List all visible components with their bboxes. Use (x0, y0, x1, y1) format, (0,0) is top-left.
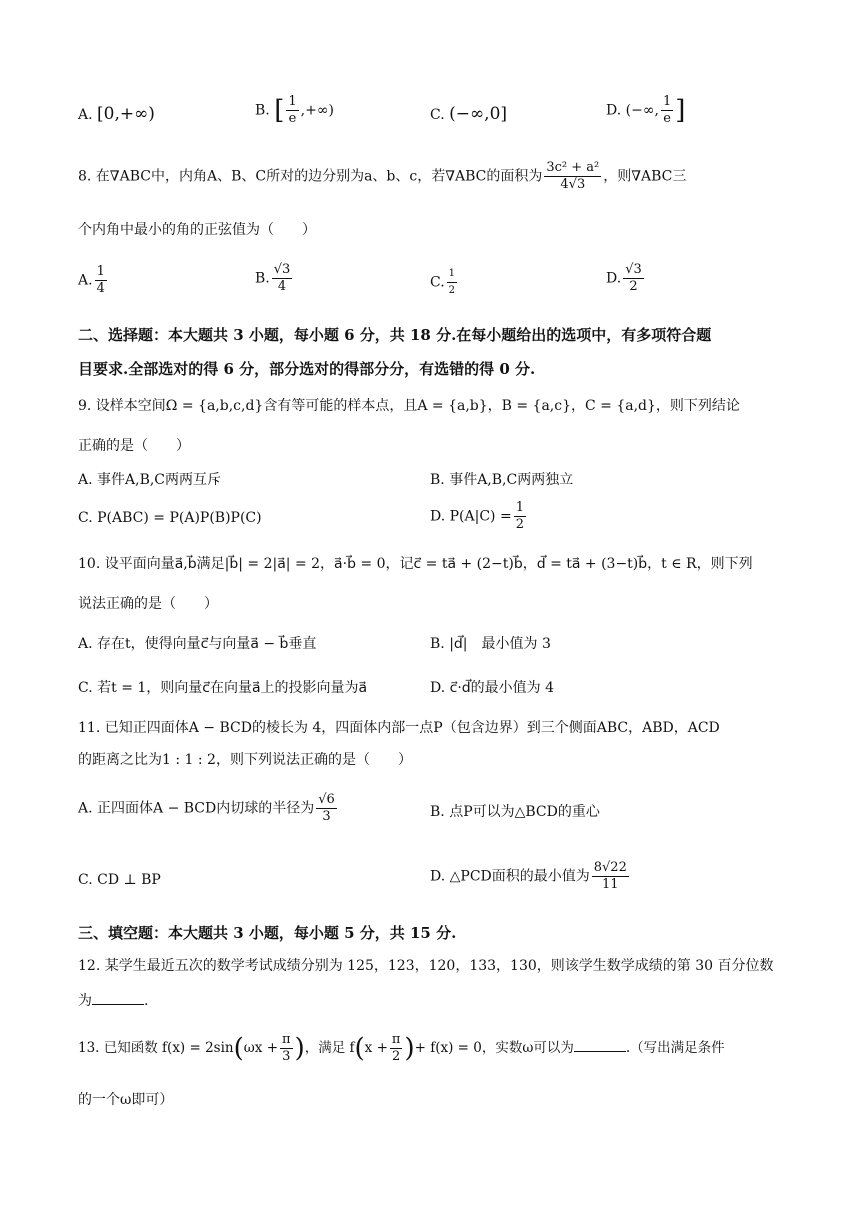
q8-option-d: D. $\frac{√3}{2}$ (606, 262, 642, 294)
q13-stem-line2: 的一个ω即可） (78, 1092, 174, 1108)
q11-option-d: D. △PCD面积的最小值为 $\frac{8√22}{11}$ (430, 860, 627, 892)
section-3-heading: 三、填空题：本大题共 3 小题，每小题 5 分，共 15 分. (78, 924, 457, 942)
q8-option-c: C. $\frac{1}{2}$ (430, 268, 456, 296)
q11-stem: 11. 已知正四面体A − BCD的棱长为 4，四面体内部一点P（包含边界）到三个侧面ABC，ABD，ACD (78, 720, 720, 736)
q11-stem-line2: 的距离之比为1 : 1 : 2，则下列说法正确的是（ ） (78, 752, 412, 768)
section-2-heading: 二、选择题：本大题共 3 小题，每小题 6 分，共 18 分.在每小题给出的选项中，有多项符合题 (78, 326, 712, 344)
q10-option-b: B. |d⃗| 最小值为 3 (430, 636, 551, 652)
q12-stem-line2: 为 . (78, 990, 148, 1011)
q7-option-b: B. [ $\frac{1}{e}$ ,+∞) (255, 94, 334, 126)
q9-option-d: D. P(A|C) = $\frac{1}{2}$ (430, 500, 524, 532)
q10-option-a: A. 存在t，使得向量c⃗与向量a⃗ − b⃗垂直 (78, 636, 317, 652)
q12-stem: 12. 某学生最近五次的数学考试成绩分别为 125，123，120，133，130，则该学生数学成绩的第 30 百分位数 (78, 958, 774, 974)
q11-option-a: A. 正四面体A − BCD内切球的半径为 $\frac{√6}{3}$ (78, 792, 335, 824)
q8-stem-line2: 个内角中最小的角的正弦值为（ ） (78, 222, 316, 238)
q13-stem: 13. 已知函数 f(x) = 2sin(ωx + $\frac{\pi}{3}$ )，满足 f(x + $\frac{\pi}{2}$ )+ f(x) = 0，实数ω可以为 .（写出满足条件 (78, 1032, 725, 1064)
q7-option-a: A. [0,+∞) (78, 104, 155, 124)
q8-option-b: B. $\frac{√3}{4}$ (255, 262, 291, 294)
q12-answer-blank[interactable] (92, 990, 144, 1005)
q10-stem: 10. 设平面向量a⃗,b⃗满足|b⃗| = 2|a⃗| = 2，a⃗·b⃗ = 0，记c⃗ = ta⃗ + (2−t)b⃗，d⃗ = ta⃗ + (3−t)b⃗，t ∈ R，则下列 (78, 556, 753, 572)
q9-option-a: A. 事件A,B,C两两互斥 (78, 472, 222, 488)
q10-option-c: C. 若t = 1，则向量c⃗在向量a⃗上的投影向量为a⃗ (78, 680, 368, 696)
q13-answer-blank[interactable] (574, 1037, 626, 1052)
q9-stem: 9. 设样本空间Ω = {a,b,c,d}含有等可能的样本点，且A = {a,b}，B = {a,c}，C = {a,d}，则下列结论 (78, 398, 740, 414)
q10-option-d: D. c⃗·d⃗的最小值为 4 (430, 680, 555, 696)
q9-stem-line2: 正确的是（ ） (78, 438, 190, 454)
q9-option-c: C. P(ABC) = P(A)P(B)P(C) (78, 510, 262, 526)
q7-option-d: D. (−∞, $\frac{1}{e}$ ] (606, 94, 686, 126)
q11-option-c: C. CD ⊥ BP (78, 872, 161, 888)
section-2-heading-line2: 目要求.全部选对的得 6 分，部分选对的得部分分，有选错的得 0 分. (78, 360, 536, 378)
q8-option-a: A. $\frac{1}{4}$ (78, 264, 105, 296)
q7-option-c: C. (−∞,0] (430, 104, 508, 124)
q11-option-b: B. 点P可以为△BCD的重心 (430, 804, 600, 820)
q8-stem: 8. 在∇ABC中，内角A、B、C所对的边分别为a、b、c，若∇ABC的面积为 $\frac{\text{3c² + a²}}{4√3}$ ，则∇ABC三 (78, 160, 687, 192)
q10-stem-line2: 说法正确的是（ ） (78, 596, 218, 612)
q9-option-b: B. 事件A,B,C两两独立 (430, 472, 574, 488)
